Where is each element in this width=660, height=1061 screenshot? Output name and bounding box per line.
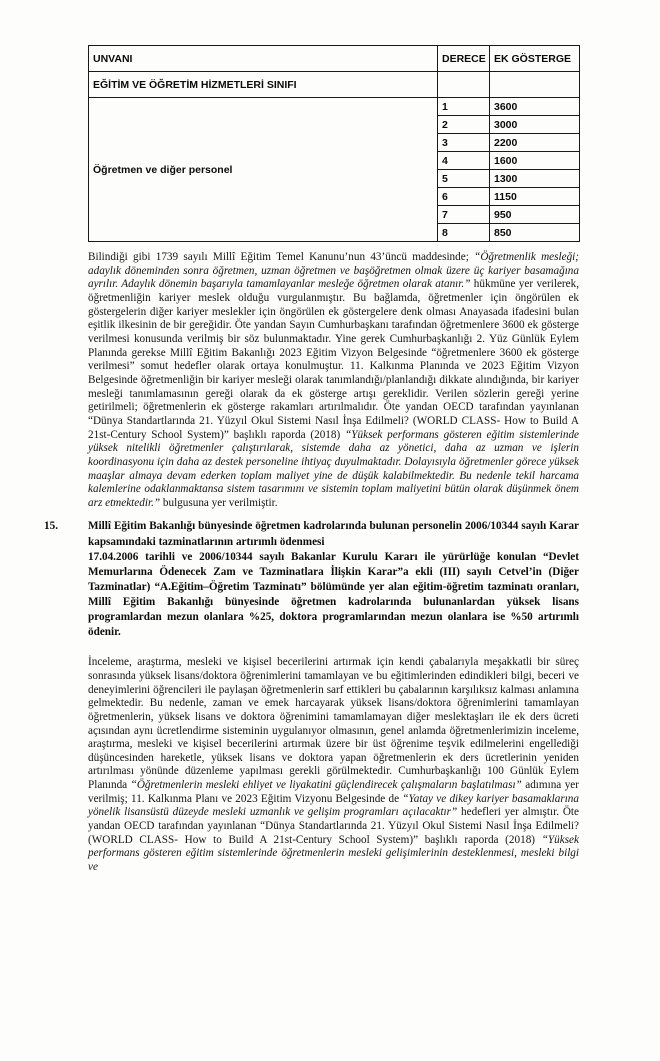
text-run: adımına yer verilmiş; 11. Kalkınma Planı ve 2023 Eğitim Vizyonu Belgesinde de <box>88 779 580 805</box>
derece-cell: 6 <box>438 188 490 206</box>
quote-oecd-report-2: “Yüksek performans gösteren eğitim sistemlerinde öğretmenlerin mesleki gelişimlerinin desteklenmesi, mesleki bilgi ve <box>88 833 579 874</box>
derece-cell: 1 <box>438 98 490 116</box>
ek-gosterge-cell: 1300 <box>490 170 580 188</box>
ek-gosterge-cell: 850 <box>490 224 580 242</box>
text-run: İnceleme, araştırma, mesleki ve kişisel becerilerini artırmak için kendi çabalarıyla meşakkatli bir süreç sonrasında yüksek lisans/doktora öğrenimlerini tamamlayan ve bu eğitimlerinden edindikleri bilgi, beceri ve deneyimlerini öğrencileri ile paylaşan öğretmenlerin sarf ettikleri bu çabalarının karşılıksız kalması anlamına gelmektedir. Bu nedenle, zaman ve emek harcayarak yüksek lisans/doktora öğrenimlerini tamamlayan öğretmenlerin, yüksek lisans ve doktora öğrenimini tamamlamayan diğer meslektaşları ile ek ders ücreti açısından aynı ücretlendirme sisteminin uygulanıyor olmasının, genel anlamda öğretmenlerimizin inceleme, araştırma, mesleki ve kişisel becerilerini artırmak üzere bir üst öğrenime teşvik edilmelerini engellediği düşüncesinden hareketle, yüksek lisans ve doktora yapan öğretmenlerin ek ders ücretlerinin yeniden artırılması yönünde düzenleme yapılması gerekli görülmektedir. Cumhurbaşkanlığı 100 Günlük Eylem Planında <box>88 656 579 792</box>
table-row <box>89 98 580 116</box>
item-15-section <box>44 519 579 640</box>
quote-oecd-report: “Yüksek performans gösteren eğitim sistemlerinde yüksek nitelikli öğretmenler çalıştırılarak, sistemde daha az yönetici, daha az uzman ve işlerin koordinasyonu için daha az destek personeline ihtiyaç duyulmaktadır. Dolayısıyla öğretmenler görece yüksek maaşlar almaya devam ederken toplam maliyet yine de düşük kalabilmektedir. Bu nedenle tekil harcama kalemlerine odaklanmaktansa sistem tasarımını ve sistemin toplam maliyetini bütün olarak düşünmek önem arz etmektedir.” <box>88 428 579 509</box>
text-run: Bilindiği gibi 1739 sayılı Millî Eğitim Temel Kanunu’nun 43’üncü maddesinde; <box>88 251 475 263</box>
derece-cell: 4 <box>438 152 490 170</box>
derece-cell: 2 <box>438 116 490 134</box>
ek-gosterge-table <box>88 45 580 242</box>
col-header-derece: DERECE <box>438 46 490 72</box>
group-label-cell: Öğretmen ve diğer personel <box>89 98 438 242</box>
derece-cell: 7 <box>438 206 490 224</box>
derece-cell: 3 <box>438 134 490 152</box>
class-title-row <box>89 72 580 98</box>
empty-cell <box>490 72 580 98</box>
ek-gosterge-cell: 2200 <box>490 134 580 152</box>
quote-eylem-plani: “Öğretmenlerin mesleki ehliyet ve liyakatini güçlendirecek çalışmaların başlatılması” <box>130 779 522 792</box>
class-title-cell: EĞİTİM VE ÖĞRETİM HİZMETLERİ SINIFI <box>89 72 438 98</box>
paragraph-ek-gosterge <box>88 251 579 510</box>
ek-gosterge-cell: 1600 <box>490 152 580 170</box>
quote-vizyon-belgesi: “Yatay ve dikey kariyer basamaklarına yönelik lisansüstü düzeyde mesleki uzmanlık ve gelişim programları açılacaktır” <box>88 792 579 819</box>
text-run: hedefleri yer almıştır. Öte yandan OECD tarafından yayınlanan “Dünya Standartlarında 21. Yüzyıl Okul Sistemi Nasıl İnşa Edilmeli? (WORLD CLASS- How to Build A 21st-Century School System)” başlıklı raporda (2018) <box>88 806 579 846</box>
ek-gosterge-cell: 1150 <box>490 188 580 206</box>
ek-gosterge-cell: 950 <box>490 206 580 224</box>
quote-kanun-43: “Öğretmenlik mesleği; adaylık döneminden sonra öğretmen, uzman öğretmen ve başöğretmen olmak üzere üç kariyer basamağına ayrılır. Adaylık dönemin başarıyla tamamlayanlar mesleğe öğretmen olarak atanır.” <box>88 251 579 291</box>
ek-gosterge-cell: 3600 <box>490 98 580 116</box>
text-run: bulgusuna yer verilmiştir. <box>160 496 278 509</box>
text-run: hükmüne yer verilerek, öğretmenliğin kariyer meslek olduğu vurgulanmıştır. Bu bağlamda, öğretmenler için öngörülen ek göstergelerin diğer kariyer meslekler için öngörülen ek göstergelere denk olması Anayasada ifadesini bulan eşitlik ilkesinin de bir gereğidir. Öte yandan Sayın Cumhurbaşkanı tarafından öğretmenlere 3600 ek gösterge verilmesi konusunda verilmiş bir söz bulunmaktadır. Yine gerek Cumhurbaşkanlığı 2. Yüz Günlük Eylem Planında gerekse Millî Eğitim Bakanlığı 2023 Eğitim Vizyon Belgesinde “öğretmenlere 3600 ek gösterge verilmesi” somut hedefler olarak ortaya konulmuştur. 11. Kalkınma Planında ve 2023 Eğitim Vizyon Belgesinde öğretmenliğin bir kariyer mesleği olarak tanımlandığı/planlandığı dikkate alındığında, bir kariyer mesleği tanımlamasının gereği olarak da ek gösterge artışı gereklidir. Verilen sözlerin gereği yerine getirilmeli; öğretmenlerin ek gösterge rakamları artırılmalıdır. Öte yandan OECD tarafından yayınlanan “Dünya Standartlarında 21. Yüzyıl Okul Sistemi Nasıl İnşa Edilmeli? (WORLD CLASS- How to Build A 21st-Century School System)” başlıklı raporda (2018) <box>88 278 579 441</box>
ek-gosterge-cell: 3000 <box>490 116 580 134</box>
table-header-row <box>89 46 580 72</box>
derece-cell: 8 <box>438 224 490 242</box>
ek-gosterge-table-container <box>88 45 579 242</box>
item-15-body: 17.04.2006 tarihli ve 2006/10344 sayılı Bakanlar Kurulu Kararı ile yürürlüğe konulan “Devlet Memurlarına Ödenecek Zam ve Tazminatlara İlişkin Karar”a ekli (III) sayılı Cetvel’in (Diğer Tazminatlar) “A.Eğitim–Öğretim Tazminatı” bölümünde yer alan eğitim-öğretim tazminatı oranları, Millî Eğitim Bakanlığı bünyesinde öğretmen kadrolarında bulunanlardan yüksek lisans programlardan mezun olanlara %25, doktora programlarından mezun olanlara ise %50 artırımlı ödenir. <box>88 550 579 639</box>
empty-cell <box>438 72 490 98</box>
col-header-unvani: UNVANI <box>89 46 438 72</box>
paragraph-tazminat <box>88 656 579 875</box>
document-body <box>44 251 580 875</box>
derece-cell: 5 <box>438 170 490 188</box>
item-15-title: Millî Eğitim Bakanlığı bünyesinde öğretmen kadrolarında bulunan personelin 2006/10344 sayılı Karar kapsamındaki tazminatlarının artırımlı ödenmesi <box>88 520 579 548</box>
item-number: 15. <box>44 520 58 533</box>
col-header-ek-gosterge: EK GÖSTERGE <box>490 46 580 72</box>
